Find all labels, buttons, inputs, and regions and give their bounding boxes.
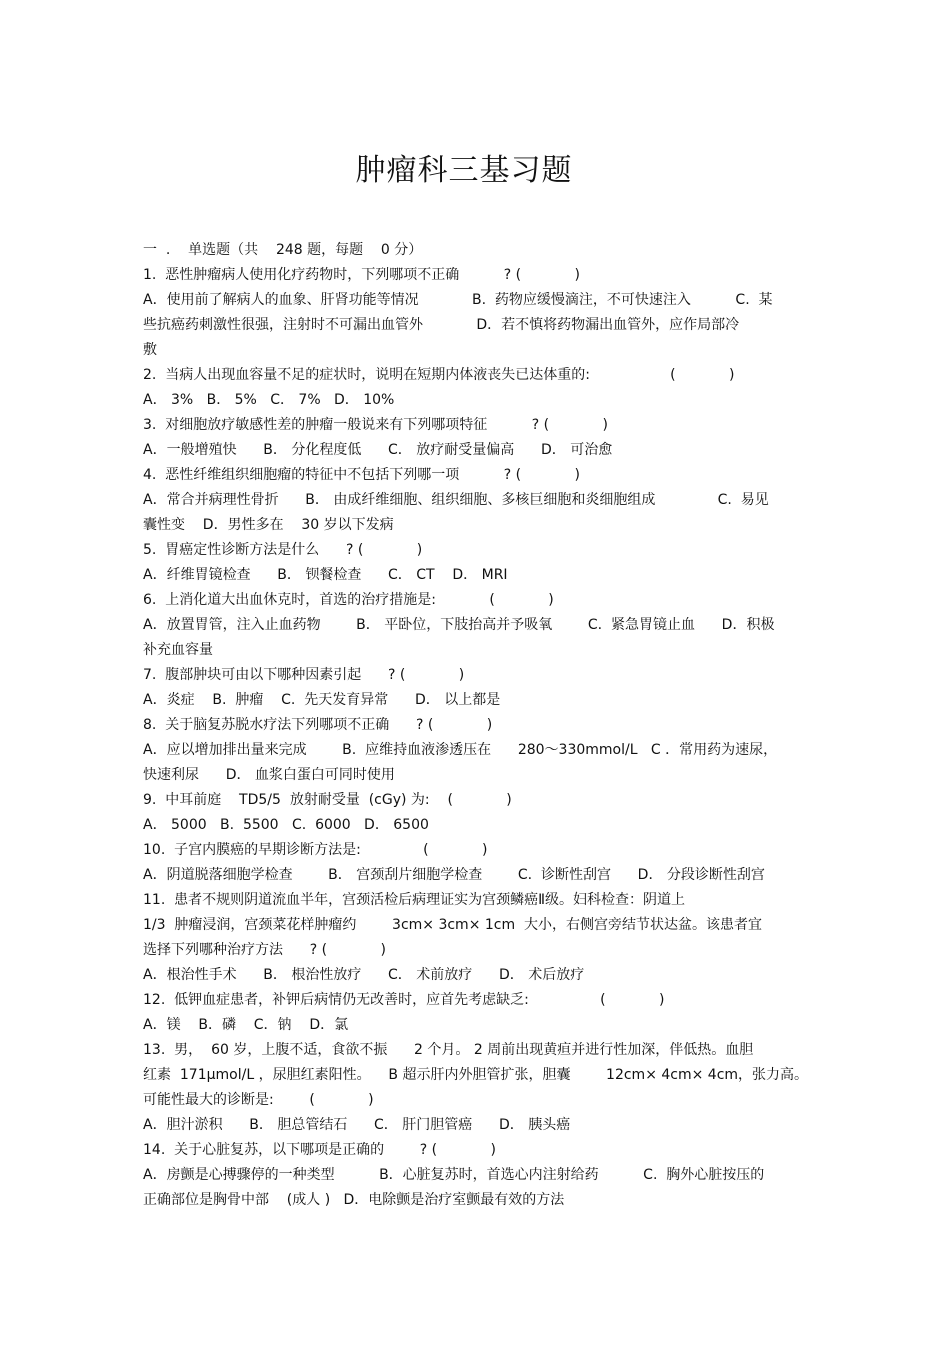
text-line: 12. 低钾血症患者，补钾后病情仍无改善时，应首先考虑缺乏: ( ) xyxy=(143,992,665,1008)
text-line: A．使用前了解病人的血象、肝肾功能等情况 B. 药物应缓慢滴注，不可快速注入 C. 某 xyxy=(143,292,773,308)
text-line: 7. 腹部肿块可由以下哪种因素引起 ? ( ) xyxy=(143,667,465,683)
text-line: A．放置胃管，注入止血药物 B． 平卧位，下肢抬高并予吸氧 C. 紧急胃镜止血 D．积极 xyxy=(143,617,775,633)
text-line: 11. 患者不规则阴道流血半年，宫颈活检后病理证实为宫颈鳞癌Ⅱ级。妇科检查：阴道上 xyxy=(143,892,686,908)
text-line: 13. 男， 60 岁，上腹不适，食欲不振 2 个月。 2 周前出现黄疸并进行性加深，伴低热。血胆 xyxy=(143,1042,754,1058)
text-line: A．炎症 B. 肿瘤 C. 先天发育异常 D． 以上都是 xyxy=(143,692,501,708)
section-heading: 一 . 单选题（共 248 题，每题 0 分） xyxy=(143,242,423,258)
question-lines xyxy=(143,263,808,1213)
text-line: 可能性最大的诊断是: ( ) xyxy=(143,1092,374,1108)
text-line: 4. 恶性纤维组织细胞瘤的特征中不包括下列哪一项 ? ( ) xyxy=(143,467,580,483)
text-line: 红素 171μmol/L ，尿胆红素阳性。 B 超示肝内外胆管扩张，胆囊 12cm× 4cm× 4cm，张力高。 xyxy=(143,1067,809,1083)
text-line: 正确部位是胸骨中部 (成人 ) D．电除颤是治疗室颤最有效的方法 xyxy=(143,1192,565,1208)
text-line: 快速利尿 D． 血浆白蛋白可同时使用 xyxy=(143,767,395,783)
document-title: 肿瘤科三基习题 xyxy=(355,153,573,188)
text-line: 1. 恶性肿瘤病人使用化疗药物时，下列哪项不正确 ? ( ) xyxy=(143,267,580,283)
text-line: A．常合并病理性骨折 B． 由成纤维细胞、组织细胞、多核巨细胞和炎细胞组成 C. 易见 xyxy=(143,492,769,508)
text-line: A．房颤是心搏骤停的一种类型 B．心脏复苏时，首选心内注射给药 C. 胸外心脏按压的 xyxy=(143,1167,765,1183)
text-line: 14. 关于心脏复苏，以下哪项是正确的 ? ( ) xyxy=(143,1142,496,1158)
text-line: 8. 关于脑复苏脱水疗法下列哪项不正确 ? ( ) xyxy=(143,717,493,733)
text-line: A．镁 B．磷 C．钠 D．氯 xyxy=(143,1017,349,1033)
text-line: 3. 对细胞放疗敏感性差的肿瘤一般说来有下列哪项特征 ? ( ) xyxy=(143,417,608,433)
text-line: 些抗癌药刺激性很强，注射时不可漏出血管外 D．若不慎将药物漏出血管外，应作局部冷 xyxy=(143,317,740,333)
text-line: 1/3 肿瘤浸润，宫颈菜花样肿瘤约 3cm× 3cm× 1cm 大小，右侧宫旁结节状达盆。该患者宜 xyxy=(143,917,763,933)
text-line: 9. 中耳前庭 TD5/5 放射耐受量 (cGy) 为: ( ) xyxy=(143,792,512,808)
text-line: 10. 子宫内膜癌的早期诊断方法是: ( ) xyxy=(143,842,488,858)
text-line: 补充血容量 xyxy=(143,642,213,658)
text-line: A． 3% B． 5% C． 7% D． 10% xyxy=(143,392,395,408)
text-line: A．阴道脱落细胞学检查 B． 宫颈刮片细胞学检查 C. 诊断性刮宫 D． 分段诊断性刮宫 xyxy=(143,867,765,883)
text-line: 囊性变 D．男性多在 30 岁以下发病 xyxy=(143,517,394,533)
question-list xyxy=(143,238,808,1213)
text-line: 2. 当病人出现血容量不足的症状时，说明在短期内体液丧失已达体重的: ( ) xyxy=(143,367,735,383)
text-line: A．胆汁淤积 B． 胆总管结石 C． 肝门胆管癌 D． 胰头癌 xyxy=(143,1117,571,1133)
text-line: A．根治性手术 B． 根治性放疗 C． 术前放疗 D． 术后放疗 xyxy=(143,967,585,983)
text-line: A．纤维胃镜检查 B． 钡餐检查 C． CT D． MRI xyxy=(143,567,508,583)
text-line: A．应以增加排出量来完成 B. 应维持血液渗透压在 280～330mmol/L C ．常用药为速尿， xyxy=(143,742,778,758)
text-line: 敷 xyxy=(143,342,157,358)
text-line: A．一般增殖快 B． 分化程度低 C． 放疗耐受量偏高 D． 可治愈 xyxy=(143,442,613,458)
text-line: 选择下列哪种治疗方法 ? ( ) xyxy=(143,942,386,958)
text-line: 6. 上消化道大出血休克时，首选的治疗措施是: ( ) xyxy=(143,592,554,608)
text-line: 5. 胃癌定性诊断方法是什么 ? ( ) xyxy=(143,542,423,558)
text-line: A． 5000 B. 5500 C. 6000 D． 6500 xyxy=(143,817,429,833)
